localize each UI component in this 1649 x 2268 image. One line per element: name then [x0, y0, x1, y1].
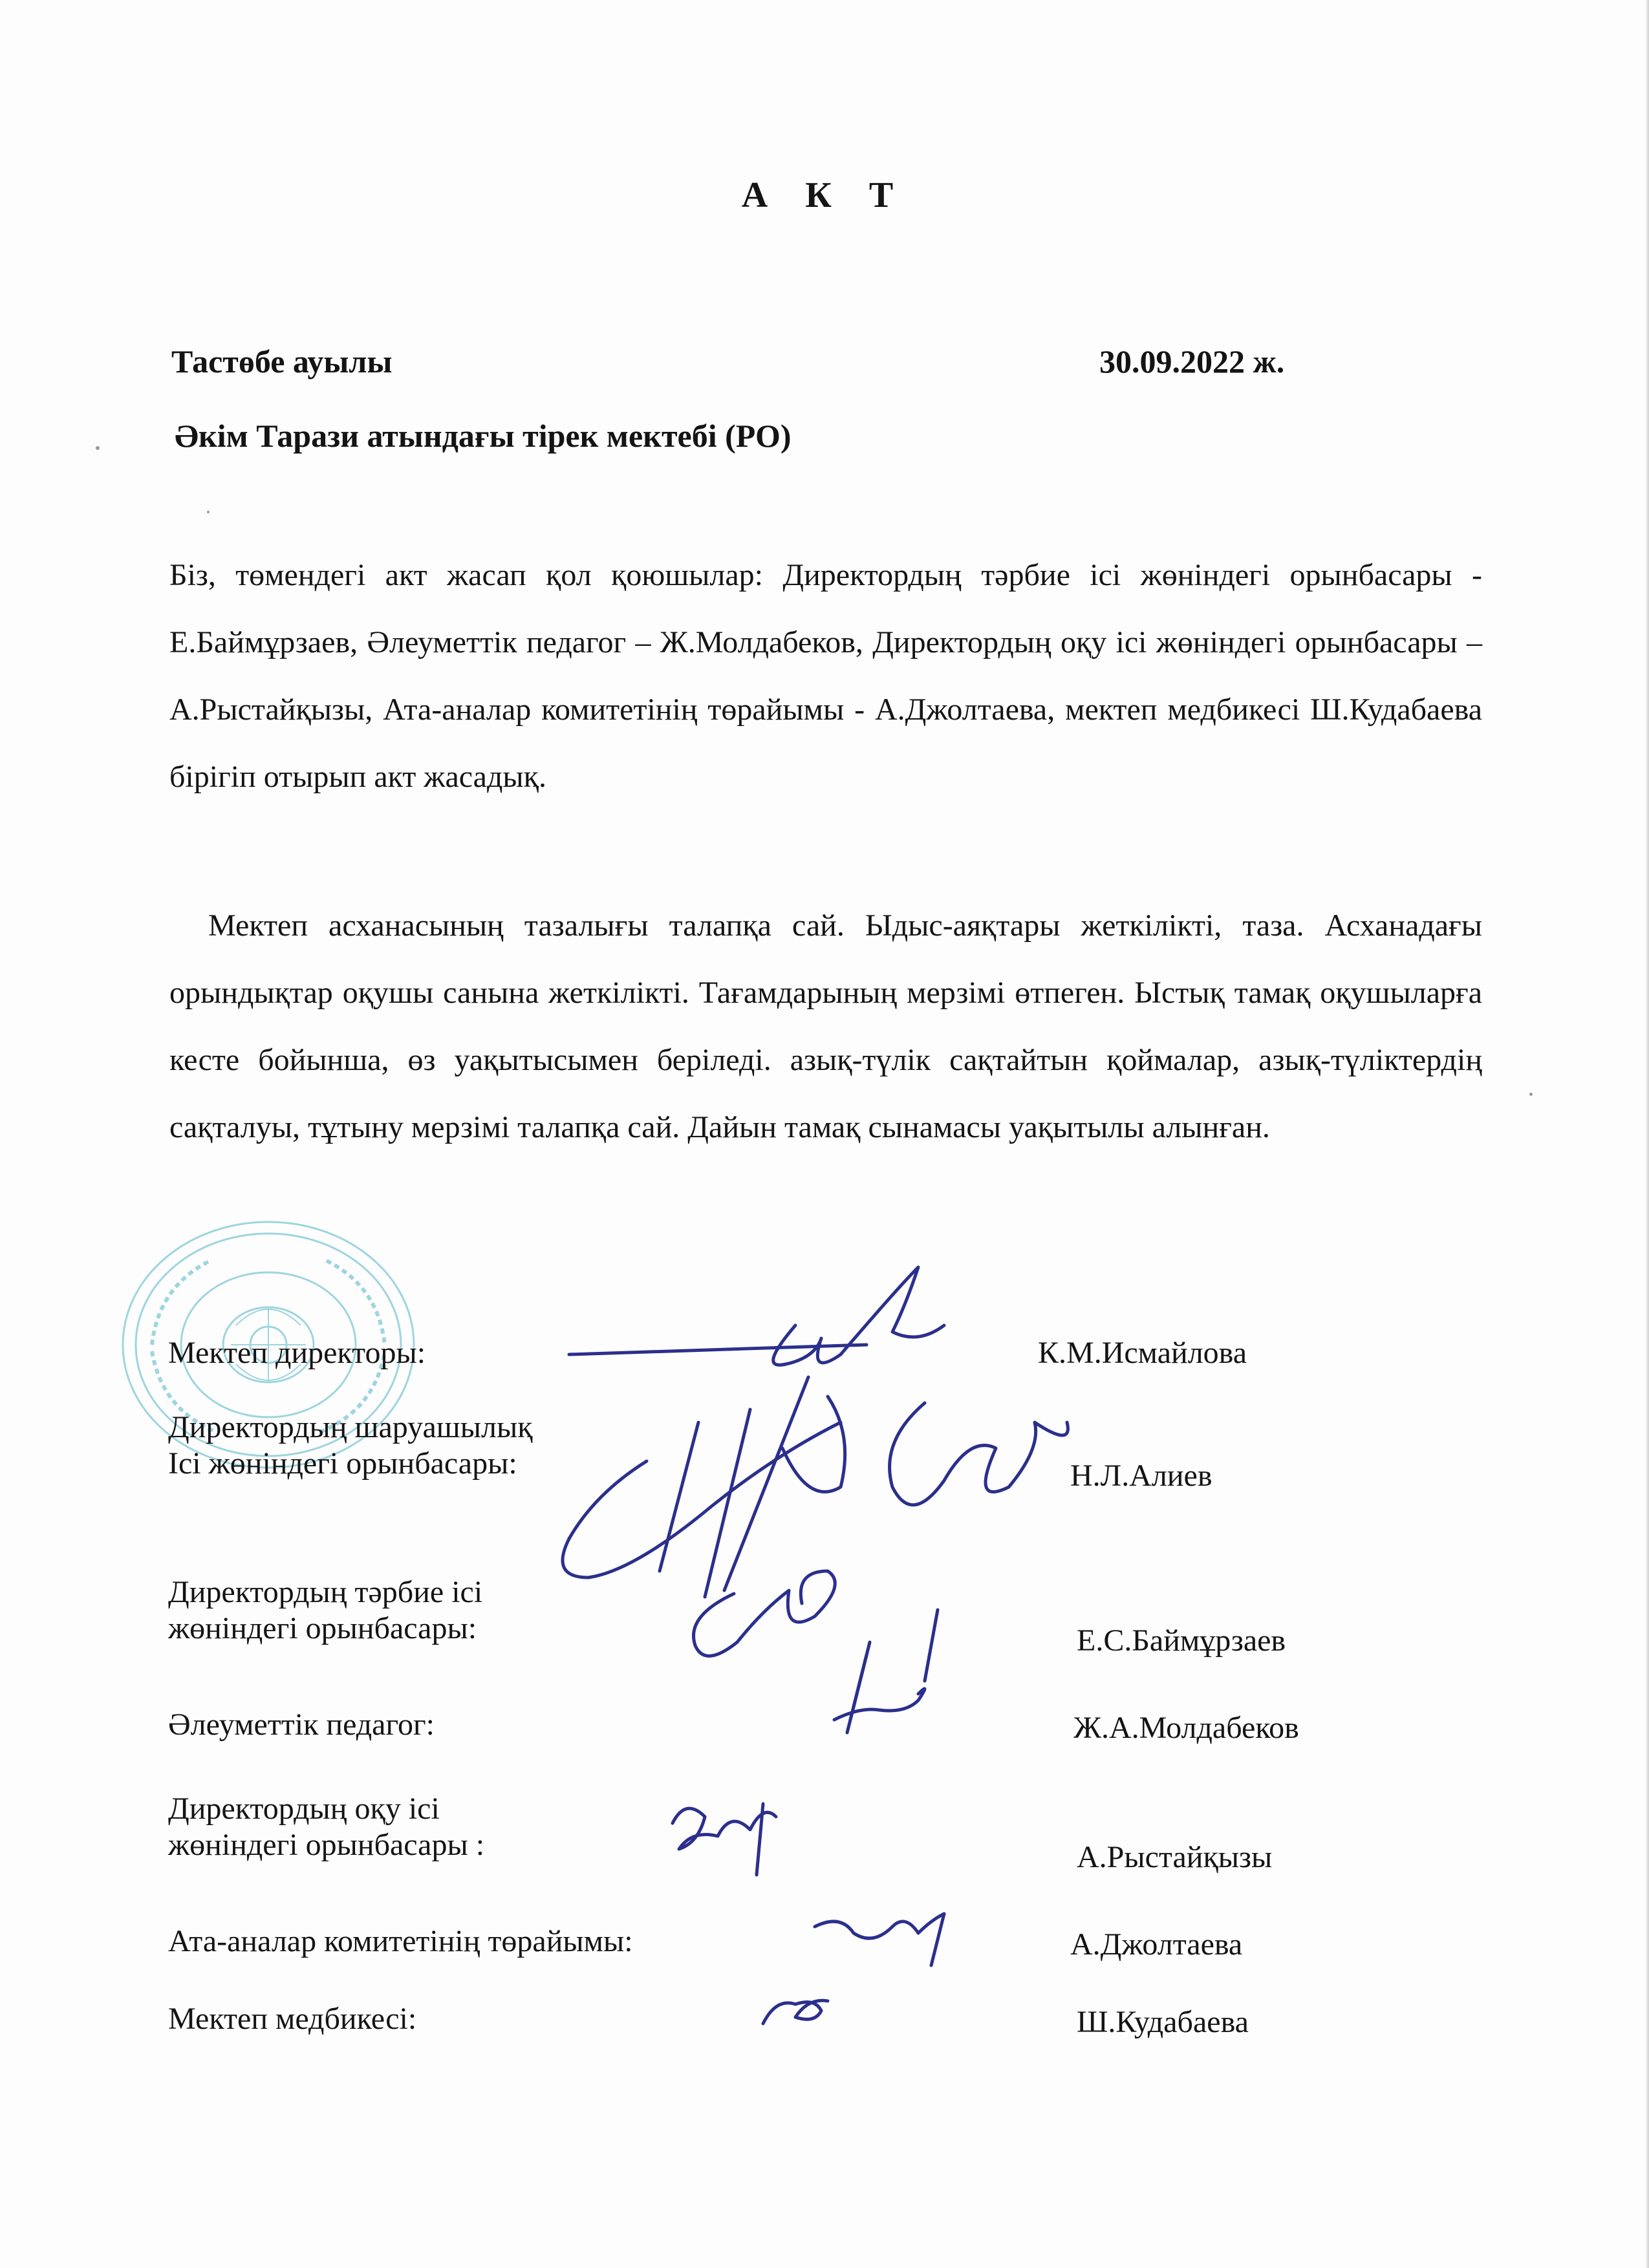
signature-name-study-deputy: А.Рыстайқызы [1077, 1840, 1273, 1874]
signature-social-pedagogue-scribble [834, 1655, 925, 1733]
paragraph-participants: Біз, төмендегі акт жасап қол қоюшылар: Директордың тәрбие ісі жөніндегі орынбасары - Е.Баймұрзаев, Әлеуметтік педагог – Ж.Молдабеков, Директордың оқу ісі жөніндегі орынбасары – А.Рыстайқызы, Ата-аналар комитетінің төрайымы - А.Джолтаева, мектеп медбикесі Ш.Кудабаева бірігіп отырып акт жасадық. [169, 558, 1482, 794]
signature-name-school-nurse: Ш.Кудабаева [1077, 2005, 1249, 2039]
signature-name-household-deputy: Н.Л.Алиев [1070, 1459, 1212, 1493]
scan-speck [207, 511, 210, 513]
signature-nurse-scribble [763, 2000, 828, 2024]
scan-speck [96, 446, 100, 450]
signature-role-school-nurse: Мектеп медбикесі: [168, 2002, 417, 2036]
signature-name-social-pedagogue: Ж.А.Молдабеков [1073, 1711, 1299, 1745]
scan-speck [1529, 1093, 1533, 1096]
signature-name-parents-committee-chair: А.Джолтаева [1070, 1927, 1243, 1962]
signature-parents-chair-scribble [815, 1914, 944, 1965]
signature-role-director: Мектеп директоры: [168, 1336, 426, 1370]
signature-role-social-pedagogue: Әлеуметтік педагог: [168, 1707, 435, 1742]
document-date: 30.09.2022 ж. [1099, 343, 1285, 380]
signature-role-parents-committee-chair: Ата-аналар комитетінің төрайымы: [168, 1924, 633, 1958]
signature-name-director: К.М.Исмайлова [1038, 1336, 1247, 1370]
paragraph-findings: Мектеп асханасының тазалығы талапқа сай. Ыдыс-аяқтары жеткілікті, таза. Асханадағы орындықтар оқушы санына жеткілікті. Тағамдарының мерзімі өтпеген. Ыстық тамақ оқушыларға кесте бойынша, өз уақытысымен беріледі. азық-түлік сақтайтын қоймалар, азық-түліктердің сақталуы, тұтыну мерзімі талапқа сай. Дайын тамақ сынамасы уақытылы алынған. [169, 908, 1482, 1144]
document-title: А К Т [741, 175, 908, 215]
signature-role-study-deputy: Директордың оқу ісі жөніндегі орынбасары : [168, 1792, 485, 1862]
signature-role-household-deputy: Директордың шаруашылық Ісі жөніндегі орынбасары: [168, 1410, 533, 1481]
signature-role-upbringing-deputy: Директордың тәрбие ісі жөніндегі орынбасары: [168, 1575, 483, 1645]
signature-name-upbringing-deputy: Е.С.Баймұрзаев [1077, 1623, 1286, 1658]
village-name: Тастөбе ауылы [171, 343, 393, 380]
scan-edge [1645, 0, 1649, 2268]
school-name: Әкім Тарази атындағы тірек мектебі (РО) [175, 418, 792, 454]
